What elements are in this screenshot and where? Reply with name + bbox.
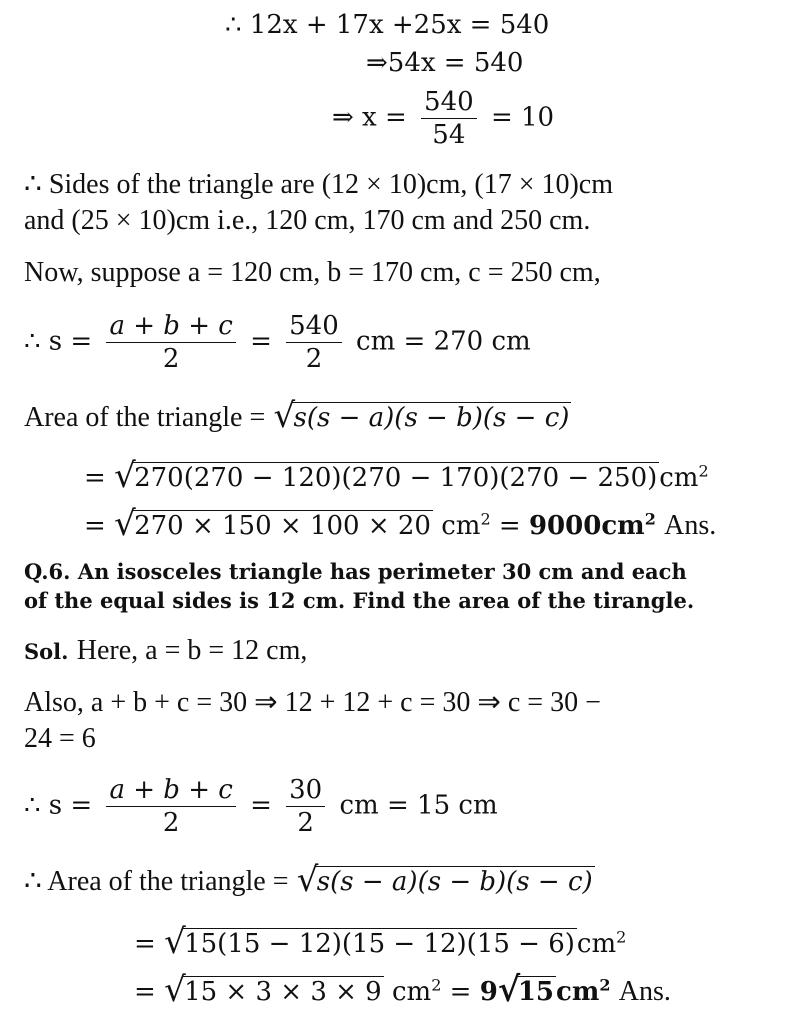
area-result-line-2: [134, 970, 671, 1010]
area2-unit-power: 2: [698, 461, 709, 481]
also-line-2: 24 = 6: [24, 723, 96, 754]
answer-coefficient: 9: [479, 977, 498, 1007]
fraction-numerator: a + b + c: [106, 310, 235, 343]
area2-unit: cm: [659, 463, 699, 493]
area-answer-power: 2: [644, 509, 656, 529]
area3-unit: cm: [391, 977, 432, 1007]
sqrt-product: [114, 504, 433, 544]
sqrt-radicand: 15: [517, 977, 554, 1007]
answer-tag: Ans.: [664, 510, 717, 541]
area2-equals: =: [84, 463, 106, 493]
s1-rhs: cm = 270 cm: [356, 326, 531, 357]
area-result-line: [84, 504, 717, 544]
sqrt-product-2: [164, 970, 384, 1010]
area-formula-line: [24, 396, 571, 436]
area3-mid-equals: =: [449, 977, 472, 1007]
sides-line-1: ∴ Sides of the triangle are (12 × 10)cm, (17 × 10)cm: [24, 169, 614, 200]
s1-lhs: ∴ s =: [24, 326, 93, 357]
answer-unit: cm: [556, 977, 600, 1007]
fraction-numerator: 540: [286, 310, 342, 343]
fraction-540-2: [286, 310, 342, 375]
semi-perimeter-2: [24, 774, 498, 839]
sqrt-radicand: 15(15 − 12)(15 − 12)(15 − 6): [184, 929, 575, 959]
area-answer: 9000cm: [528, 511, 645, 541]
solution-line: [24, 636, 307, 666]
suppose-line: Now, suppose a = 120 cm, b = 170 cm, c = 250 cm,: [24, 257, 601, 288]
area2-unit-power: 2: [616, 927, 627, 947]
area-label: Area of the triangle =: [24, 402, 266, 433]
answer-unit-power: 2: [599, 975, 611, 995]
sqrt-icon: √: [164, 970, 186, 1010]
sqrt-radicand: 15 × 3 × 3 × 9: [184, 977, 382, 1007]
equation-x-value: [332, 86, 554, 151]
fraction-denominator: 2: [305, 344, 323, 374]
sqrt-icon: √: [114, 456, 136, 496]
equation-54x: ⇒54x = 540: [366, 48, 524, 78]
area-expanded-line-2: [134, 922, 627, 962]
area2-equals: =: [134, 929, 156, 959]
s2-rhs: cm = 15 cm: [339, 790, 498, 821]
also-line-1: Also, a + b + c = 30 ⇒ 12 + 12 + c = 30 ⇒ c = 30 −: [24, 687, 601, 718]
sqrt-radicand: s(s − a)(s − b)(s − c): [293, 403, 570, 433]
sqrt-expanded-2: [164, 922, 577, 962]
sqrt-radicand: s(s − a)(s − b)(s − c): [316, 867, 593, 897]
sqrt-radicand: 270(270 − 120)(270 − 170)(270 − 250): [134, 463, 658, 493]
area3-mid-equals: =: [498, 511, 521, 541]
s1-equals: =: [250, 326, 272, 357]
area3-equals: =: [84, 511, 106, 541]
fraction-numerator: 540: [421, 86, 477, 119]
s2-equals: =: [250, 790, 272, 821]
question-line-2: of the equal sides is 12 cm. Find the area of the tirangle.: [24, 588, 695, 613]
answer-sqrt: [497, 970, 556, 1010]
answer-tag: Ans.: [618, 976, 671, 1007]
fraction-numerator: a + b + c: [106, 774, 235, 807]
fraction-numerator: 30: [286, 774, 325, 807]
question-line-1: Q.6. An isosceles triangle has perimeter 30 cm and each: [24, 559, 687, 584]
area3-unit-power: 2: [431, 975, 442, 995]
solution-text: Here, a = b = 12 cm,: [76, 635, 308, 666]
sqrt-icon: √: [497, 970, 521, 1010]
fraction-540-54: [421, 86, 477, 151]
area-formula-line-2: [24, 860, 595, 900]
area3-equals: =: [134, 977, 156, 1007]
s2-lhs: ∴ s =: [24, 790, 93, 821]
fraction-abc-2: [106, 310, 235, 375]
sqrt-icon: √: [273, 396, 296, 436]
area-label-2: ∴ Area of the triangle =: [24, 866, 289, 897]
area3-unit: cm: [441, 511, 481, 541]
sqrt-expanded: [114, 456, 659, 496]
sqrt-icon: √: [114, 504, 136, 544]
fraction-30-2: [286, 774, 325, 839]
fraction-denominator: 2: [162, 344, 180, 374]
area-expanded-line: [84, 456, 709, 496]
sqrt-formula-2: [296, 860, 595, 900]
sqrt-formula: [273, 396, 572, 436]
area3-unit-power: 2: [480, 509, 491, 529]
fraction-denominator: 54: [432, 120, 466, 150]
eq3-rhs: = 10: [490, 102, 555, 133]
fraction-denominator: 2: [297, 808, 314, 838]
sqrt-icon: √: [164, 922, 186, 962]
area2-unit: cm: [576, 929, 617, 959]
fraction-denominator: 2: [162, 808, 180, 838]
semi-perimeter-1: [24, 310, 531, 375]
solution-label: Sol.: [24, 639, 69, 664]
fraction-abc-2: [106, 774, 235, 839]
sqrt-icon: √: [296, 860, 319, 900]
sides-line-2: and (25 × 10)cm i.e., 120 cm, 170 cm and 250 cm.: [24, 205, 591, 236]
equation-sum: ∴ 12x + 17x +25x = 540: [225, 10, 550, 40]
eq3-lhs: ⇒ x =: [332, 102, 407, 133]
sqrt-radicand: 270 × 150 × 100 × 20: [134, 511, 431, 541]
